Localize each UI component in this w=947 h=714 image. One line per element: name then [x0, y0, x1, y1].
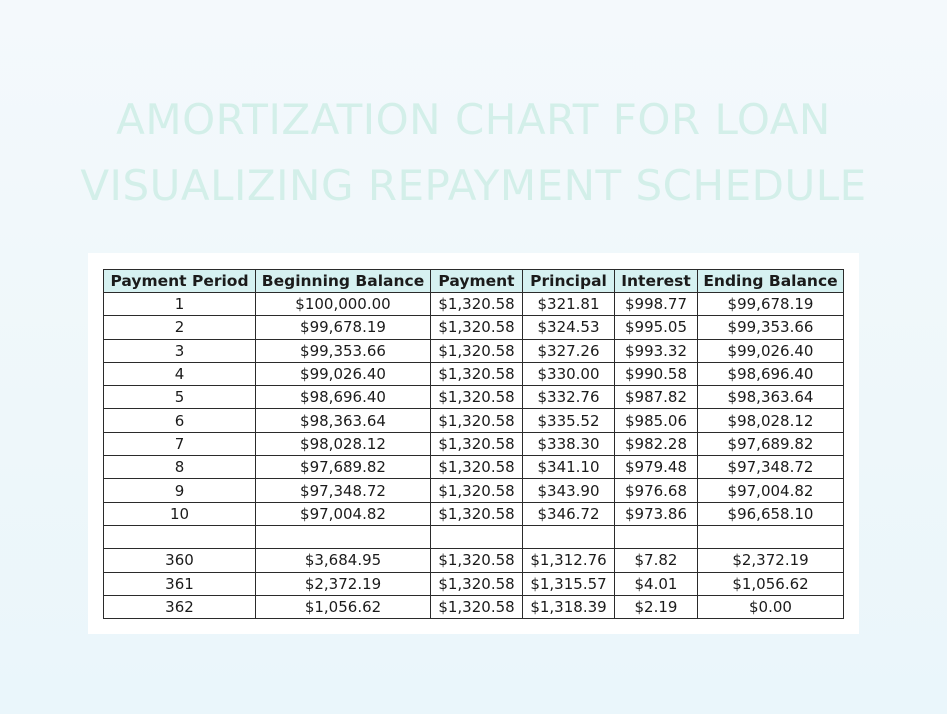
cell-payment: $1,320.58 [431, 432, 523, 455]
cell-beginning-balance: $98,696.40 [256, 386, 431, 409]
header-interest: Interest [615, 270, 698, 293]
cell-principal: $346.72 [523, 502, 615, 525]
cell-payment: $1,320.58 [431, 456, 523, 479]
cell-payment: $1,320.58 [431, 595, 523, 618]
cell-payment: $1,320.58 [431, 572, 523, 595]
cell-ending-balance: $96,658.10 [698, 502, 844, 525]
cell-period: 6 [104, 409, 256, 432]
page-title-line-1: AMORTIZATION CHART FOR LOAN [116, 95, 831, 144]
cell-payment: $1,320.58 [431, 549, 523, 572]
cell-ending-balance: $97,004.82 [698, 479, 844, 502]
cell-beginning-balance: $1,056.62 [256, 595, 431, 618]
cell-beginning-balance: $99,026.40 [256, 362, 431, 385]
cell-period: 2 [104, 316, 256, 339]
table-row [104, 479, 844, 502]
cell-ending-balance: $97,689.82 [698, 432, 844, 455]
cell-interest: $990.58 [615, 362, 698, 385]
cell-payment: $1,320.58 [431, 386, 523, 409]
cell-ending-balance: $98,028.12 [698, 409, 844, 432]
cell-period: 362 [104, 595, 256, 618]
cell-interest: $995.05 [615, 316, 698, 339]
cell-ending-balance: $99,026.40 [698, 339, 844, 362]
cell-ending-balance [698, 525, 844, 548]
cell-ending-balance: $99,678.19 [698, 293, 844, 316]
cell-principal: $335.52 [523, 409, 615, 432]
cell-payment: $1,320.58 [431, 316, 523, 339]
cell-beginning-balance: $99,678.19 [256, 316, 431, 339]
cell-interest: $982.28 [615, 432, 698, 455]
table-row [104, 386, 844, 409]
cell-interest: $976.68 [615, 479, 698, 502]
table-row [104, 293, 844, 316]
table-row [104, 409, 844, 432]
cell-principal: $332.76 [523, 386, 615, 409]
header-beginning-balance: Beginning Balance [256, 270, 431, 293]
cell-period: 7 [104, 432, 256, 455]
table-row [104, 339, 844, 362]
cell-payment: $1,320.58 [431, 502, 523, 525]
header-principal: Principal [523, 270, 615, 293]
header-payment-period: Payment Period [104, 270, 256, 293]
table-row [104, 432, 844, 455]
cell-principal: $324.53 [523, 316, 615, 339]
cell-interest: $979.48 [615, 456, 698, 479]
cell-beginning-balance: $98,363.64 [256, 409, 431, 432]
cell-interest: $987.82 [615, 386, 698, 409]
cell-interest [615, 525, 698, 548]
header-payment: Payment [431, 270, 523, 293]
amortization-table [103, 269, 844, 619]
table-card [88, 253, 859, 634]
cell-beginning-balance: $2,372.19 [256, 572, 431, 595]
cell-ending-balance: $97,348.72 [698, 456, 844, 479]
cell-principal: $1,315.57 [523, 572, 615, 595]
cell-payment: $1,320.58 [431, 339, 523, 362]
cell-period: 1 [104, 293, 256, 316]
cell-period: 4 [104, 362, 256, 385]
cell-period: 360 [104, 549, 256, 572]
cell-principal: $327.26 [523, 339, 615, 362]
cell-interest: $4.01 [615, 572, 698, 595]
cell-beginning-balance: $97,689.82 [256, 456, 431, 479]
table-row [104, 595, 844, 618]
table-row [104, 502, 844, 525]
table-row [104, 362, 844, 385]
table-row-empty [104, 525, 844, 548]
cell-beginning-balance: $99,353.66 [256, 339, 431, 362]
table-row [104, 549, 844, 572]
cell-principal: $343.90 [523, 479, 615, 502]
table-row [104, 456, 844, 479]
cell-principal: $341.10 [523, 456, 615, 479]
cell-period: 3 [104, 339, 256, 362]
cell-principal: $338.30 [523, 432, 615, 455]
cell-beginning-balance: $98,028.12 [256, 432, 431, 455]
cell-beginning-balance: $100,000.00 [256, 293, 431, 316]
cell-payment: $1,320.58 [431, 479, 523, 502]
cell-period: 9 [104, 479, 256, 502]
cell-interest: $973.86 [615, 502, 698, 525]
cell-ending-balance: $1,056.62 [698, 572, 844, 595]
cell-ending-balance: $2,372.19 [698, 549, 844, 572]
cell-payment: $1,320.58 [431, 362, 523, 385]
cell-ending-balance: $98,696.40 [698, 362, 844, 385]
cell-beginning-balance: $3,684.95 [256, 549, 431, 572]
table-row [104, 572, 844, 595]
cell-payment: $1,320.58 [431, 293, 523, 316]
cell-beginning-balance [256, 525, 431, 548]
cell-principal: $330.00 [523, 362, 615, 385]
cell-ending-balance: $99,353.66 [698, 316, 844, 339]
cell-payment [431, 525, 523, 548]
cell-ending-balance: $98,363.64 [698, 386, 844, 409]
cell-beginning-balance: $97,348.72 [256, 479, 431, 502]
header-ending-balance: Ending Balance [698, 270, 844, 293]
page-title-line-2: VISUALIZING REPAYMENT SCHEDULE [80, 161, 867, 210]
cell-period: 8 [104, 456, 256, 479]
cell-interest: $7.82 [615, 549, 698, 572]
cell-principal: $321.81 [523, 293, 615, 316]
cell-period: 5 [104, 386, 256, 409]
cell-period: 361 [104, 572, 256, 595]
table-row [104, 316, 844, 339]
table-header-row [104, 270, 844, 293]
cell-principal: $1,318.39 [523, 595, 615, 618]
cell-beginning-balance: $97,004.82 [256, 502, 431, 525]
cell-interest: $998.77 [615, 293, 698, 316]
cell-interest: $2.19 [615, 595, 698, 618]
cell-principal [523, 525, 615, 548]
cell-interest: $985.06 [615, 409, 698, 432]
cell-interest: $993.32 [615, 339, 698, 362]
cell-period: 10 [104, 502, 256, 525]
cell-principal: $1,312.76 [523, 549, 615, 572]
cell-payment: $1,320.58 [431, 409, 523, 432]
cell-ending-balance: $0.00 [698, 595, 844, 618]
cell-period [104, 525, 256, 548]
